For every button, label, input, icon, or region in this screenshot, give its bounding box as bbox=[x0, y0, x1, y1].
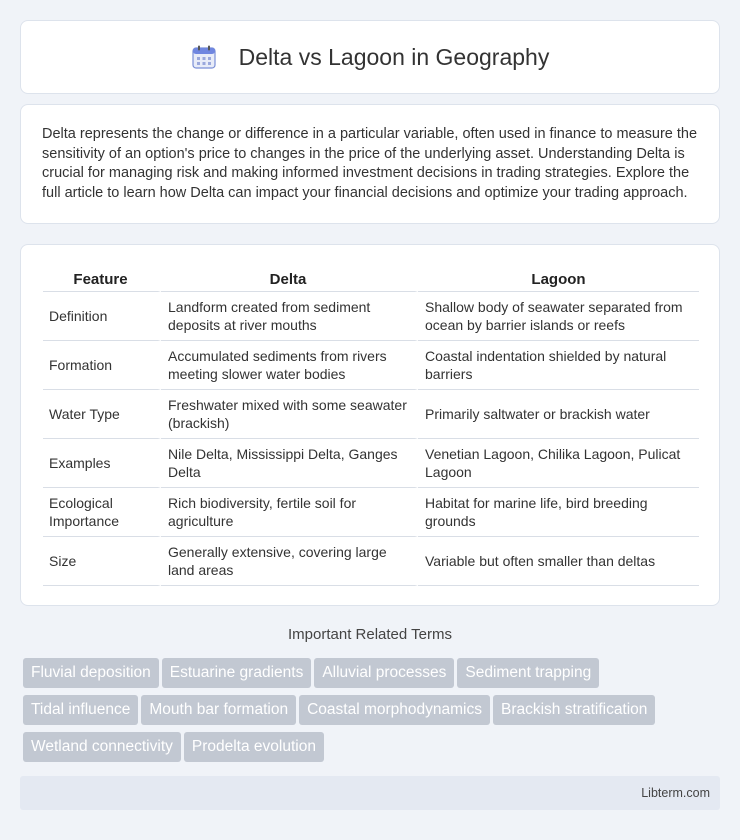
table-cell: Habitat for marine life, bird breeding grounds bbox=[418, 488, 699, 537]
term-tag[interactable]: Tidal influence bbox=[23, 695, 138, 725]
term-tag[interactable]: Alluvial processes bbox=[314, 658, 454, 688]
term-tag[interactable]: Estuarine gradients bbox=[162, 658, 312, 688]
table-cell: Formation bbox=[43, 341, 161, 390]
term-tag[interactable]: Sediment trapping bbox=[457, 658, 599, 688]
table-cell: Landform created from sediment deposits at river mouths bbox=[161, 292, 418, 341]
table-row bbox=[43, 292, 699, 341]
table-row bbox=[43, 341, 699, 390]
table-cell: Examples bbox=[43, 439, 161, 488]
intro-text: Delta represents the change or difference in a particular variable, often used in finance to measure the sensitivity of an option's price to changes in the price of the underlying asset. Understanding Delta is crucial for managing risk and making informed investment decisions in trading strategies. Explore the full article to learn how Delta can impact your financial decisions and optimize your trading approach. bbox=[42, 126, 698, 201]
table-row bbox=[43, 537, 699, 586]
table-row bbox=[43, 488, 699, 537]
related-terms-title: Important Related Terms bbox=[288, 626, 452, 643]
header-feature: Feature bbox=[43, 263, 161, 292]
table-header-row bbox=[43, 263, 699, 292]
table-cell: Coastal indentation shielded by natural barriers bbox=[418, 341, 699, 390]
term-tag[interactable]: Prodelta evolution bbox=[184, 732, 324, 762]
term-tag[interactable]: Mouth bar formation bbox=[141, 695, 296, 725]
calendar-icon bbox=[191, 44, 217, 70]
table-row bbox=[43, 439, 699, 488]
table-cell: Size bbox=[43, 537, 161, 586]
term-tag[interactable]: Fluvial deposition bbox=[23, 658, 159, 688]
term-tag[interactable]: Wetland connectivity bbox=[23, 732, 181, 762]
header-delta: Delta bbox=[161, 263, 418, 292]
table-cell: Freshwater mixed with some seawater (brackish) bbox=[161, 390, 418, 439]
page-title: Delta vs Lagoon in Geography bbox=[238, 43, 550, 70]
related-terms-list bbox=[23, 658, 723, 769]
table-cell: Nile Delta, Mississippi Delta, Ganges Delta bbox=[161, 439, 418, 488]
table-cell: Ecological Importance bbox=[43, 488, 161, 537]
table-cell: Primarily saltwater or brackish water bbox=[418, 390, 699, 439]
table-cell: Shallow body of seawater separated from ocean by barrier islands or reefs bbox=[418, 292, 699, 341]
footer-site-link[interactable]: Libterm.com bbox=[641, 786, 710, 800]
table-row bbox=[43, 390, 699, 439]
table-cell: Rich biodiversity, fertile soil for agriculture bbox=[161, 488, 418, 537]
comparison-table bbox=[43, 263, 699, 586]
table-cell: Variable but often smaller than deltas bbox=[418, 537, 699, 586]
table-cell: Water Type bbox=[43, 390, 161, 439]
footer bbox=[20, 776, 720, 810]
header-card bbox=[20, 20, 720, 94]
comparison-table-card bbox=[20, 244, 720, 606]
table-cell: Accumulated sediments from rivers meeting slower water bodies bbox=[161, 341, 418, 390]
table-cell: Definition bbox=[43, 292, 161, 341]
table-cell: Venetian Lagoon, Chilika Lagoon, Pulicat Lagoon bbox=[418, 439, 699, 488]
table-cell: Generally extensive, covering large land areas bbox=[161, 537, 418, 586]
term-tag[interactable]: Brackish stratification bbox=[493, 695, 655, 725]
term-tag[interactable]: Coastal morphodynamics bbox=[299, 695, 490, 725]
intro-card bbox=[20, 104, 720, 224]
header-lagoon: Lagoon bbox=[418, 263, 699, 292]
